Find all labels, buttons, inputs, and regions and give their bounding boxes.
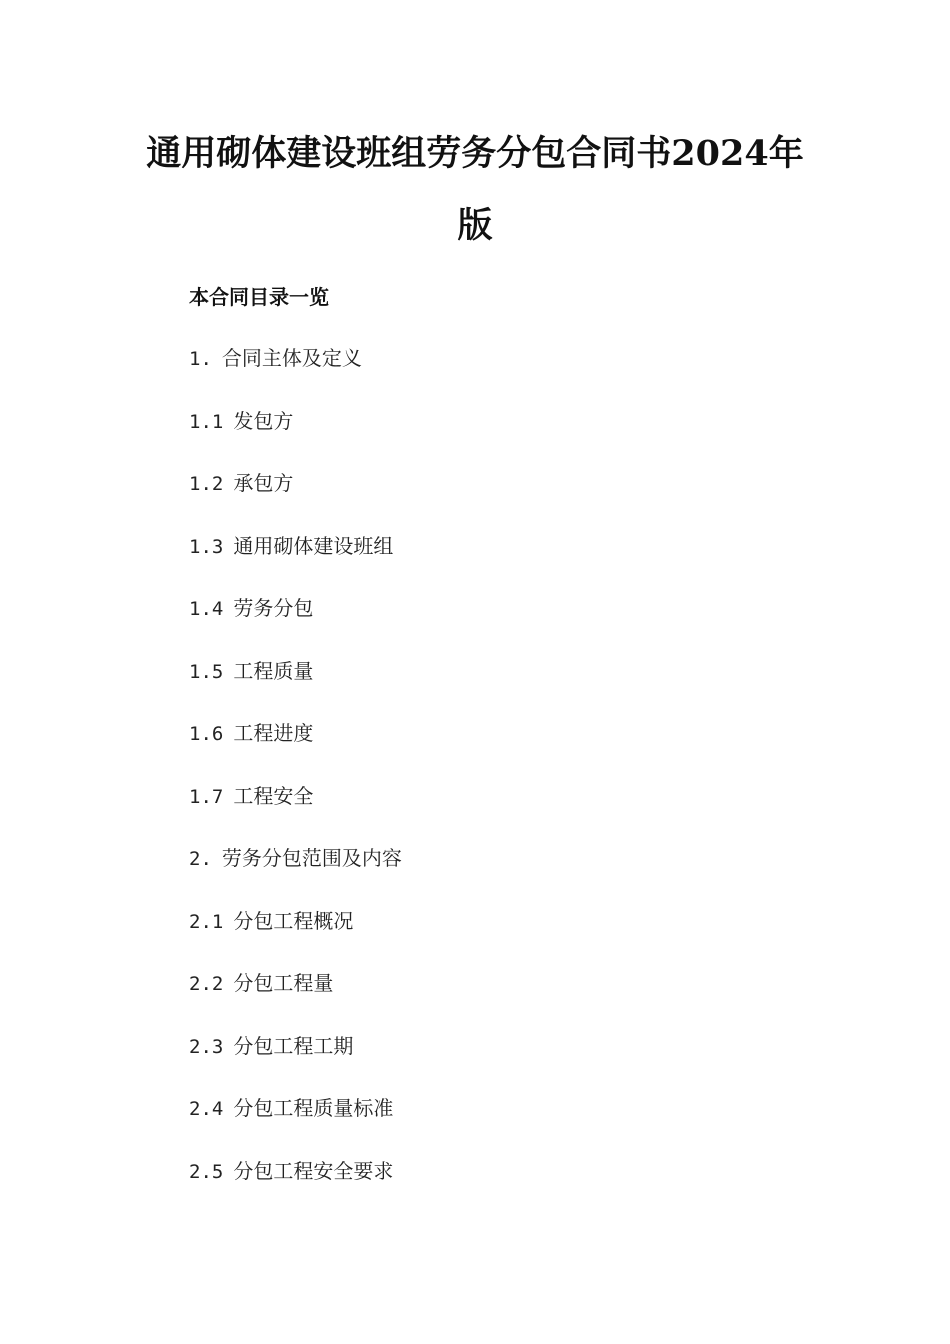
toc-item-label: 承包方 <box>233 471 294 495</box>
toc-item[interactable] <box>189 720 402 783</box>
toc-item-number: 2.5 <box>189 1160 224 1183</box>
toc-item[interactable] <box>189 658 402 721</box>
toc-item[interactable] <box>189 970 402 1033</box>
toc-item-number: 2.4 <box>189 1098 224 1120</box>
toc-item-label: 工程进度 <box>233 721 314 745</box>
toc-item-label: 工程质量 <box>233 658 314 683</box>
toc-item[interactable] <box>189 533 402 596</box>
toc-item-number: 2.2 <box>189 973 224 995</box>
toc-item-label: 发包方 <box>233 408 294 433</box>
table-of-contents <box>189 345 402 1220</box>
toc-item-number: 1.5 <box>189 660 224 683</box>
toc-item-label: 合同主体及定义 <box>221 346 362 370</box>
toc-item-label: 分包工程质量标准 <box>233 1096 394 1120</box>
toc-item-number: 1.2 <box>189 473 224 495</box>
toc-item-number: 1.7 <box>189 785 224 808</box>
toc-item-label: 劳务分包范围及内容 <box>221 846 402 870</box>
toc-item[interactable] <box>189 908 402 971</box>
toc-item[interactable] <box>189 595 402 658</box>
toc-item-label: 分包工程安全要求 <box>233 1158 394 1183</box>
toc-item-label: 分包工程量 <box>233 971 334 995</box>
document-title: 通用砌体建设班组劳务分包合同书2024年 <box>146 133 804 174</box>
toc-item[interactable] <box>189 783 402 846</box>
toc-item[interactable] <box>189 470 402 533</box>
toc-item[interactable] <box>189 1158 402 1221</box>
toc-item[interactable] <box>189 408 402 471</box>
toc-item-number: 2. <box>189 848 212 870</box>
toc-item-number: 1.6 <box>189 723 224 745</box>
toc-item-label: 分包工程概况 <box>233 908 354 933</box>
toc-item[interactable] <box>189 1033 402 1096</box>
toc-item[interactable] <box>189 1095 402 1158</box>
toc-item-label: 分包工程工期 <box>233 1033 354 1058</box>
toc-item-label: 工程安全 <box>233 783 314 808</box>
toc-item-label: 劳务分包 <box>233 596 314 620</box>
toc-item-number: 2.3 <box>189 1035 224 1058</box>
toc-item-number: 2.1 <box>189 910 224 933</box>
toc-item-number: 1.1 <box>189 410 224 433</box>
toc-item-number: 1. <box>189 348 212 370</box>
document-title-continued: 版 <box>457 205 493 246</box>
toc-item[interactable] <box>189 845 402 908</box>
toc-item-label: 通用砌体建设班组 <box>233 533 394 558</box>
toc-item-number: 1.4 <box>189 598 224 620</box>
toc-heading: 本合同目录一览 <box>189 285 329 309</box>
toc-item-number: 1.3 <box>189 535 224 558</box>
toc-item[interactable] <box>189 345 402 408</box>
